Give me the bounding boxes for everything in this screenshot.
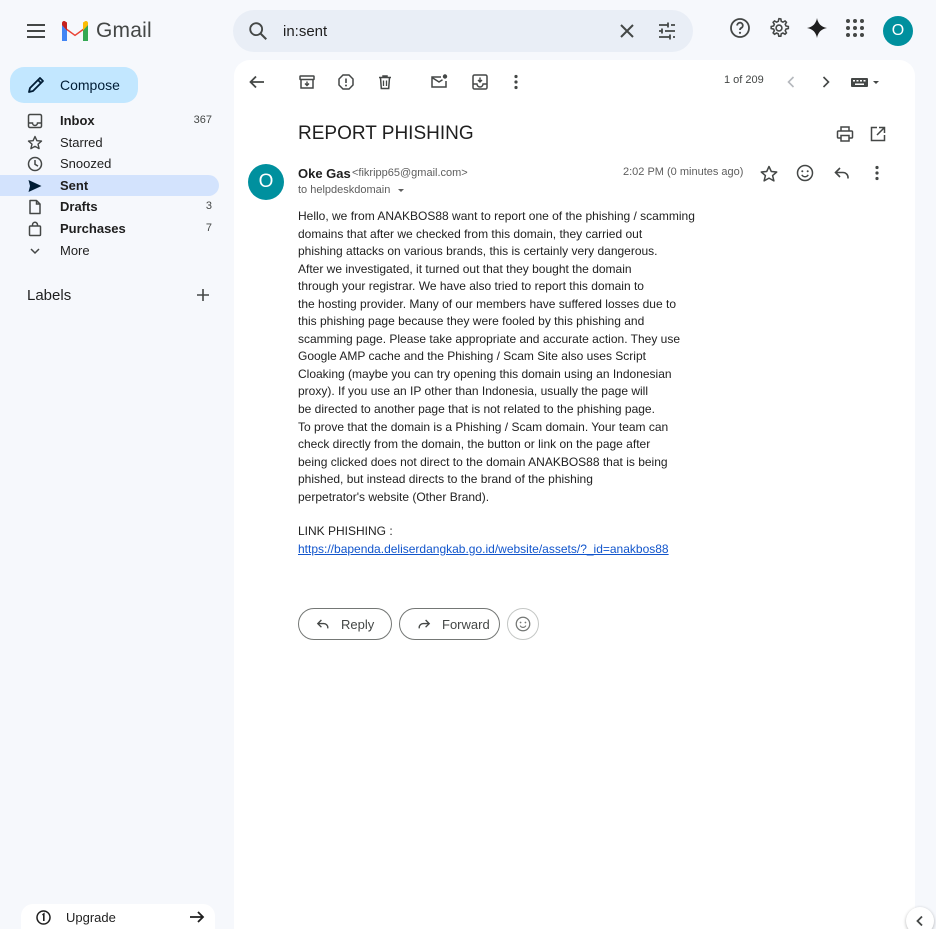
emoji-reaction-icon[interactable] — [795, 163, 815, 183]
body-line: To prove that the domain is a Phishing / Scam domain. Your team can — [298, 419, 669, 434]
side-panel-toggle[interactable] — [906, 907, 934, 929]
search-options-icon[interactable] — [656, 20, 678, 42]
upgrade-badge-icon — [36, 910, 51, 925]
sender-avatar[interactable]: O — [248, 164, 284, 200]
forward-icon — [416, 616, 432, 632]
app-name: Gmail — [96, 19, 152, 42]
body-line: proxy). If you use an IP other than Indonesia, usually the page will — [298, 384, 648, 399]
body-line: Cloaking (maybe you can try opening this domain using an Indonesian — [298, 366, 672, 381]
pagination-count: 1 of 209 — [724, 74, 764, 86]
upgrade-button[interactable] — [21, 904, 215, 929]
email-body — [298, 208, 698, 506]
body-line: domains that after we checked from this domain, they carried out — [298, 226, 643, 241]
link-label: LINK PHISHING : — [298, 524, 393, 538]
caret-down-icon[interactable] — [396, 185, 406, 195]
sidebar-item-starred[interactable] — [0, 132, 219, 154]
add-label-plus-icon[interactable] — [194, 286, 212, 304]
chevron-left-icon — [913, 914, 927, 928]
report-spam-icon[interactable] — [336, 72, 356, 92]
email-timestamp: 2:02 PM (0 minutes ago) — [623, 166, 744, 178]
archive-icon[interactable] — [297, 72, 317, 92]
back-arrow-icon[interactable] — [247, 72, 267, 92]
body-line: phished, but instead directs to the brand of the phishing — [298, 472, 593, 487]
sidebar-item-count: 3 — [205, 200, 212, 213]
gemini-sparkle-icon[interactable] — [806, 17, 828, 39]
reply-label: Reply — [341, 616, 375, 632]
body-line: scamming page. Please take appropriate and accurate action. They use — [298, 331, 681, 346]
gmail-m-icon — [60, 19, 90, 43]
move-to-icon[interactable] — [470, 72, 490, 92]
upgrade-label: Upgrade — [66, 910, 116, 925]
body-line: phishing attacks on various brands, this is certainly very dangerous. — [298, 244, 658, 259]
pencil-icon — [26, 75, 46, 95]
chevron-down-icon — [27, 243, 43, 259]
sidebar-item-label: More — [60, 242, 90, 258]
phishing-link[interactable]: https://bapenda.deliserdangkab.go.id/website/assets/?_id=anakbos88 — [298, 542, 669, 556]
main-menu-icon[interactable] — [22, 17, 50, 45]
sidebar-item-label: Starred — [60, 134, 103, 150]
print-icon[interactable] — [835, 124, 855, 144]
arrow-right-icon — [188, 908, 206, 926]
account-avatar[interactable]: O — [883, 16, 913, 46]
email-subject: REPORT PHISHING — [298, 123, 474, 144]
send-icon — [27, 178, 43, 194]
sidebar-nav — [0, 110, 225, 261]
body-line: Google AMP cache and the Phishing / Scam Site also uses Script — [298, 349, 646, 364]
top-bar — [0, 0, 936, 62]
body-line: After we investigated, it turned out that they bought the domain — [298, 261, 632, 276]
more-vertical-icon[interactable] — [867, 163, 887, 183]
body-line: perpetrator's website (Other Brand). — [298, 489, 490, 504]
star-icon — [27, 135, 43, 151]
body-line: this phishing page because they were fooled by this phishing and — [298, 314, 645, 329]
body-line: being clicked does not direct to the domain ANAKBOS88 that is being — [298, 454, 668, 469]
input-tools-keyboard-icon[interactable] — [849, 72, 883, 92]
star-icon[interactable] — [759, 164, 779, 184]
sidebar-item-label: Purchases — [60, 220, 126, 236]
body-line: be directed to another page that is not related to the phishing page. — [298, 402, 655, 417]
forward-button[interactable] — [399, 608, 500, 640]
trash-icon[interactable] — [375, 72, 395, 92]
more-vertical-icon[interactable] — [506, 72, 526, 92]
sidebar-item-label: Sent — [60, 177, 89, 193]
sidebar-item-inbox[interactable] — [0, 110, 219, 132]
shopping-bag-icon — [27, 221, 43, 237]
labels-heading: Labels — [27, 287, 72, 304]
sidebar-item-drafts[interactable] — [0, 196, 219, 218]
emoji-reaction-button[interactable] — [507, 608, 539, 640]
body-line: Hello, we from ANAKBOS88 want to report one of the phishing / scamming — [298, 209, 695, 223]
forward-label: Forward — [442, 616, 490, 632]
recipient-line[interactable] — [298, 184, 406, 196]
clock-icon — [27, 156, 43, 172]
email-view — [234, 60, 915, 929]
recipient-text: to helpdeskdomain — [298, 184, 391, 196]
sidebar-item-count: 367 — [193, 114, 212, 126]
inbox-icon — [27, 113, 43, 129]
search-icon[interactable] — [247, 20, 269, 42]
mark-unread-icon[interactable] — [429, 72, 449, 92]
clear-search-icon[interactable] — [617, 21, 637, 41]
sidebar-item-purchases[interactable] — [0, 218, 219, 240]
body-line: the hosting provider. Many of our members have suffered losses due to — [298, 296, 676, 311]
search-input[interactable] — [283, 10, 603, 52]
sidebar-item-label: Inbox — [60, 113, 95, 128]
sender-name[interactable]: Oke Gas — [298, 166, 351, 181]
emoji-icon — [514, 615, 532, 633]
reply-button[interactable] — [298, 608, 392, 640]
draft-icon — [27, 199, 43, 215]
reply-icon[interactable] — [832, 163, 852, 183]
body-line: through your registrar. We have also tried to report this domain to — [298, 279, 644, 294]
sidebar-item-snoozed[interactable] — [0, 153, 219, 175]
compose-label: Compose — [60, 77, 120, 93]
help-icon[interactable] — [729, 17, 751, 39]
gmail-logo[interactable] — [60, 17, 152, 45]
chevron-right-icon[interactable] — [816, 72, 836, 92]
sender-email: <fikripp65@gmail.com> — [352, 167, 468, 179]
compose-button[interactable] — [10, 67, 138, 103]
body-line: check directly from the domain, the button or link on the page after — [298, 437, 651, 452]
open-in-new-window-icon[interactable] — [868, 124, 888, 144]
sidebar-item-count: 7 — [205, 221, 212, 234]
sidebar-item-more[interactable] — [0, 240, 219, 262]
settings-gear-icon[interactable] — [768, 17, 790, 39]
reply-icon — [315, 616, 331, 632]
apps-grid-icon[interactable] — [845, 17, 865, 39]
sidebar-item-label: Snoozed — [60, 156, 112, 172]
chevron-left-icon[interactable] — [781, 72, 801, 92]
sidebar-item-sent[interactable] — [0, 175, 219, 197]
sidebar-item-label: Drafts — [60, 199, 98, 215]
search-bar[interactable] — [233, 10, 693, 52]
